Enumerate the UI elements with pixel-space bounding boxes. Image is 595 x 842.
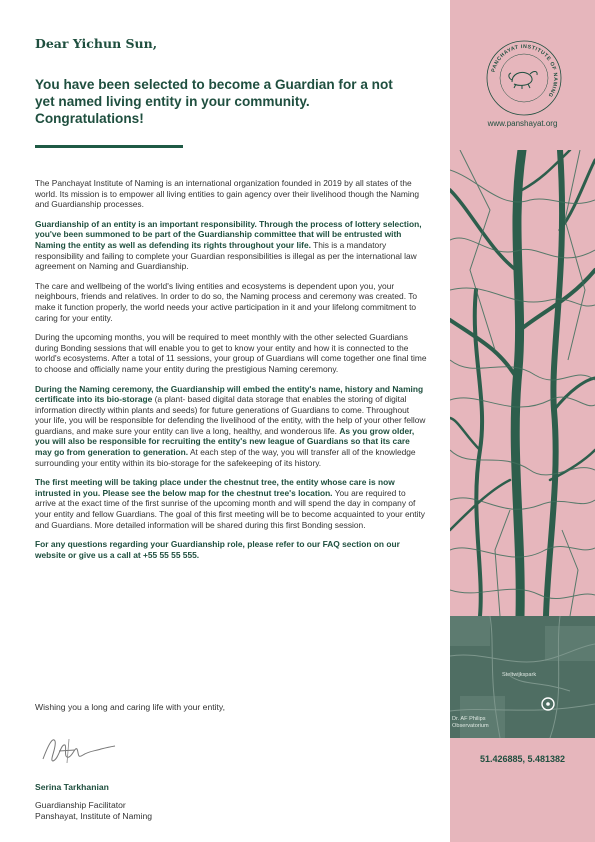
salutation: Dear Yichun Sun, <box>35 36 158 51</box>
paragraph-ceremony-end: At each step of the way, you will transfer all of the knowledge surrounding your entity within its bio-storage for the safekeeping of its history. <box>35 447 416 468</box>
paragraph-contact <box>35 539 427 560</box>
map-label-observatory-line1: Dr. AF Philips <box>452 716 486 722</box>
seal-text: PANCHAYAT INSTITUTE OF NAMING <box>490 43 559 99</box>
letter-text <box>35 178 427 569</box>
map-label-park: Steltwijkspark <box>502 672 537 678</box>
signature-image <box>39 733 117 767</box>
paragraph-guardianship-bold: Guardianship of an entity is an important responsibility. Through the process of lottery selection, you've been summoned to be part of the Guardianship committee that will be entrusted with Naming the entity as well as defending its rights throughout your life. <box>35 218 422 250</box>
paragraph-first-meeting <box>35 477 427 530</box>
paragraph-contact-bold: For any questions regarding your Guardianship role, please refer to our FAQ section on our website or give us a call at +55 55 55 555. <box>35 539 400 560</box>
signer-title: Guardianship Facilitator <box>35 800 126 810</box>
paragraph-guardianship <box>35 219 427 272</box>
map-label-observatory-line2: Observatorium <box>452 722 489 729</box>
chestnut-tree-photo <box>450 150 595 616</box>
headline: You have been selected to become a Guardian for a not yet named living entity in your community. Congratulations! <box>35 77 393 126</box>
paragraph-first-meeting-rest: You are required to arrive at the exact time of the first sunrise of the upcoming month and will spend the day in company of your entity and fellow Guardians. The goal of this first meeting will be to become acquainted to your entity and Guardians. More detailed information will be shared during this first Bonding session. <box>35 487 425 530</box>
paragraph-ceremony-bold-1: During the Naming ceremony, the Guardianship will embed the entity's name, history and Naming certificate into its bio-storage <box>35 383 424 405</box>
paragraph-sessions: During the upcoming months, you will be required to meet monthly with the other selected Guardians during Bonding sessions that will enable you to get to know your entity and how it is connected to the world's ecosystems. After a total of 11 sessions, your group of Guardians will come together one final time to choose and officially name your entity during the prestigious Naming ceremony. <box>35 332 427 374</box>
coordinates: 51.426885, 5.481382 <box>479 754 566 764</box>
paragraph-ceremony-bold-2: As you grow older, you will also be responsible for recruiting the entity's new league of Guardians so that its care may go from generation to generation. <box>35 425 415 458</box>
paragraph-first-meeting-bold: The first meeting will be taking place under the chestnut tree, the entity whose care is now intrusted in you. Please see the below map for the chestnut tree's location. <box>35 477 395 498</box>
signer-name: Serina Tarkhanian <box>35 782 109 792</box>
paragraph-guardianship-rest: This is a mandatory responsibility and failing to complete your Guardian responsibilities is illegal as per the international law agreement on Naming and Guardianship. <box>35 239 417 272</box>
signer-organization: Panshayat, Institute of Naming <box>35 811 153 821</box>
creature-icon <box>509 71 537 89</box>
paragraph-ceremony <box>35 384 427 469</box>
website-link[interactable]: www.panshayat.org <box>487 119 558 128</box>
map-label-observatory <box>452 716 489 729</box>
location-map[interactable] <box>450 616 595 738</box>
paragraph-ceremony-mid: (a plant- based digital data storage that enables the storing of digital information directly within plants and seeds) for future generations of Guardians to come. Throughout your life, you will be responsible for defending the livelihood of the entity, with the help of your other fellow guardians, and make sure your entity can live a long, healthy, and wonderous life. <box>35 394 426 436</box>
paragraph-intro: The Panchayat Institute of Naming is an international organization founded in 2019 by all states of the world. Its mission is to empower all living entities to gain agency over their livelihood though the Naming and Guardianship processes. <box>35 178 420 210</box>
closing-line: Wishing you a long and caring life with your entity, <box>35 702 225 712</box>
divider-rule <box>35 145 183 148</box>
paragraph-care: The care and wellbeing of the world's living entities and ecosystems is dependent upon you, your neighbours, friends and relatives. In order to do so, the Naming process and ceremony was created. To make it function properly, the world needs your active participation in it and your lifelong commitment to caring for your entity. <box>35 280 418 323</box>
signer-role <box>35 800 152 822</box>
institute-seal <box>484 38 564 118</box>
